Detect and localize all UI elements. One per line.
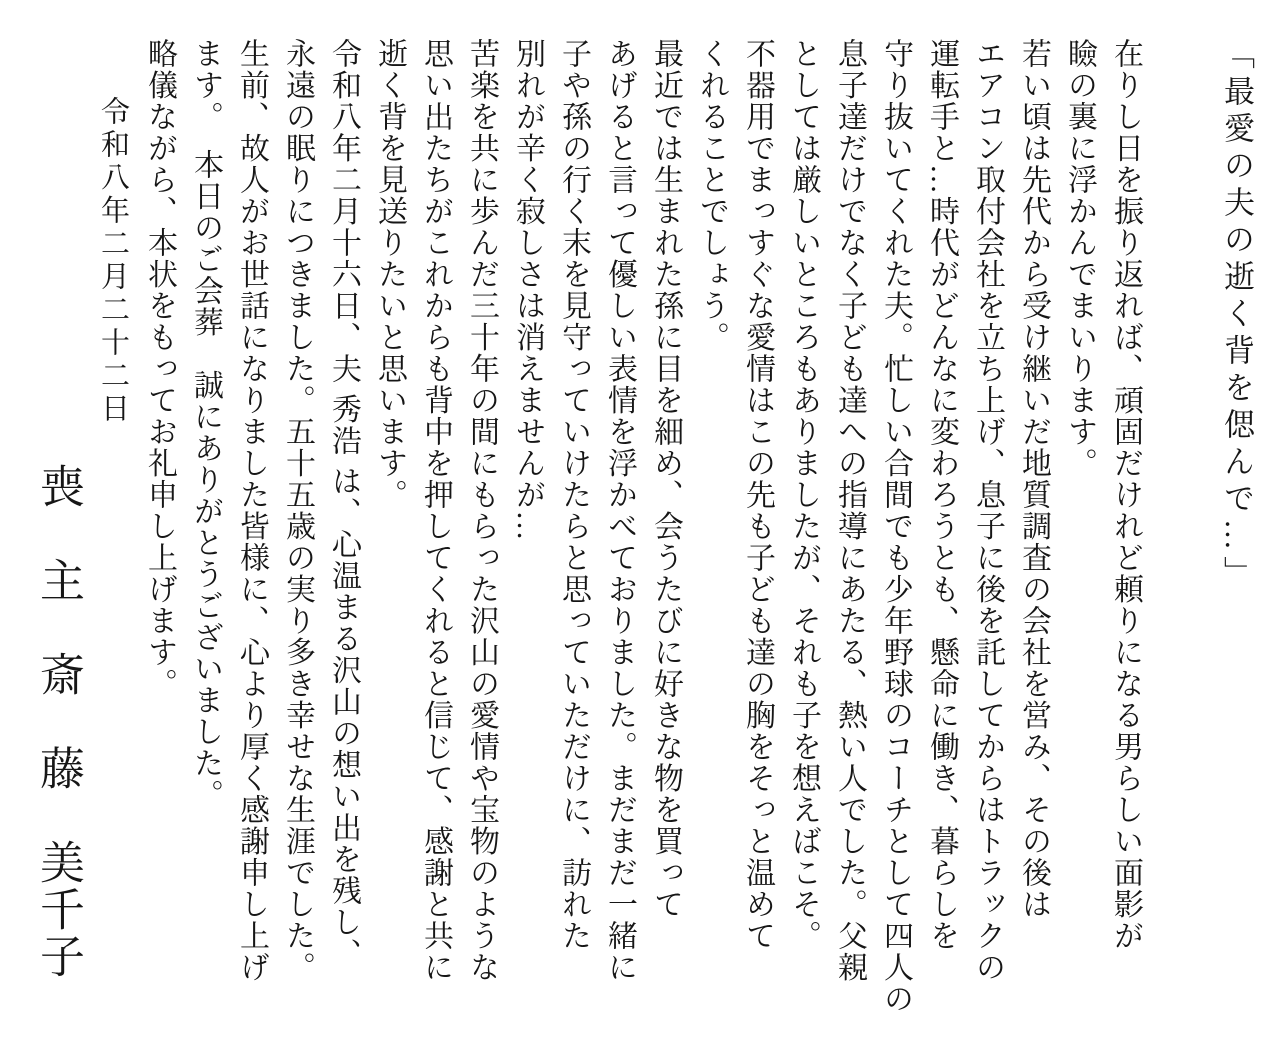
body-line: 永遠の眠りにつきました。五十五歳の実り多き幸せな生涯でした。 (281, 38, 314, 983)
body-line: 子や孫の行く末を見守っていけたらと思っていただけに、訪れた (557, 38, 590, 952)
body-line: くれることでしょう。 (695, 38, 728, 353)
body-line: 運転手と…時代がどんなに変わろうとも、懸命に働き、暮らしを (925, 38, 958, 952)
body-line: 守り抜いてくれた夫。忙しい合間でも少年野球のコーチとして四人の (879, 38, 912, 1015)
body-line: 略儀ながら、本状をもってお礼申し上げます。 (143, 38, 176, 700)
letter-body (136, 38, 1148, 1037)
body-line: 思い出たちがこれからも背中を押してくれると信じて、感謝と共に (419, 38, 452, 983)
body-line: 別れが辛く寂しさは消えませんが… (511, 38, 544, 542)
letter-date: 令和八年二月二十二日 (97, 96, 129, 426)
body-line: 息子達だけでなく子ども達への指導にあたる、熱い人でした。父親 (833, 38, 866, 983)
body-line: 最近では生まれた孫に目を細め、会うたびに好きな物を買って (649, 38, 682, 920)
mourner-signature: 喪 主 斎 藤 美千子 (33, 463, 83, 980)
body-line: 在りし日を振り返れば、頑固だけれど頼りになる男らしい面影が (1109, 38, 1142, 952)
letter-title: 「最愛の夫の逝く背を偲んで…」 (1219, 38, 1254, 593)
body-line: 苦楽を共に歩んだ三十年の間にもらった沢山の愛情や宝物のような (465, 38, 498, 983)
body-line: ます。 本日のご会葬 誠にありがとうございました。 (189, 38, 222, 811)
body-line: 令和八年二月十六日、夫 秀浩 は、心温まる沢山の想い出を残し、 (327, 38, 360, 970)
body-line: エアコン取付会社を立ち上げ、息子に後を託してからはトラックの (971, 38, 1004, 983)
body-line: 瞼の裏に浮かんでまいります。 (1063, 38, 1096, 479)
body-line: 不器用でまっすぐな愛情はこの先も子ども達の胸をそっと温めて (741, 38, 774, 952)
body-line: としては厳しいところもありましたが、それも子を想えばこそ。 (787, 38, 820, 952)
body-line: あげると言って優しい表情を浮かべておりました。まだまだ一緒に (603, 38, 636, 983)
body-line: 逝く背を見送りたいと思います。 (373, 38, 406, 511)
body-line: 若い頃は先代から受け継いだ地質調査の会社を営み、その後は (1017, 38, 1050, 920)
body-line: 生前、故人がお世話になりました皆様に、心より厚く感謝申し上げ (235, 38, 268, 983)
